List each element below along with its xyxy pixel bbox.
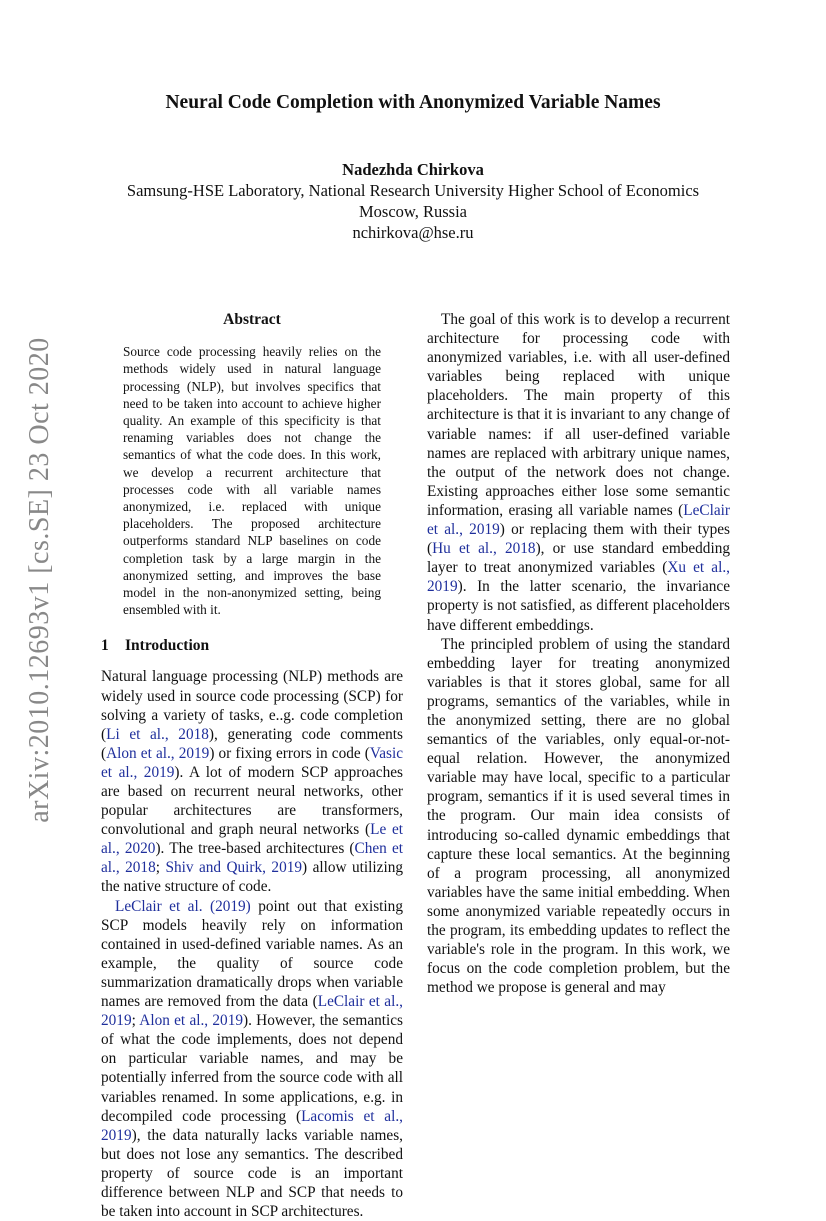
citation-link[interactable]: LeClair et al., 2019 — [101, 993, 403, 1030]
paper-title: Neural Code Completion with Anonymized Variable Names — [165, 92, 661, 113]
citation-link[interactable]: Shiv and Quirk, 2019 — [165, 859, 303, 877]
section-heading-introduction — [101, 636, 403, 655]
arxiv-identifier — [18, 330, 62, 830]
citation-link[interactable]: LeClair et al. (2019) — [115, 897, 251, 915]
intro-paragraph-2: LeClair et al. (2019) point out that existing SCP models heavily rely on information contained in used-defined variable names. As an example, the quality of source code summarization dramatically drops when variable names are removed from the data (LeClair et al., 2019; Alon et al., 2019). However, the semantics of what the code implements, does not depend on particular variable names, and may be potentially inferred from the source code with all variables renamed. In some applications, e.g. in decompiled code processing (Lacomis et al., 2019), the data naturally lacks variable names, but does not lose any semantics. The described property of source code is an important difference between NLP and SCP that needs to be taken into account in SCP architectures. — [101, 897, 404, 1221]
abstract-text: Source code processing heavily relies on the methods widely used in natural language processing (NLP), but involves specifics that need to be taken into account to achieve higher quality. An example of this specificity is that renaming variables does not change the semantics of what the code does. In this work, we develop a recurrent architecture that processes code with all variable names anonymized, i.e. replaced with unique placeholders. The proposed architecture outperforms standard NLP baselines on code completion task by a large margin in the anonymized setting, and improves the base model in the non-anonymized setting, being ensembled with it. — [123, 344, 381, 618]
intro-paragraph-3: The goal of this work is to develop a recurrent architecture for processing code with anonymized variables, i.e. with all user-defined variables being replaced with unique placeholders. The main property of this architecture is that it is invariant to any change of variable names: if all user-defined variable names are replaced with arbitrary unique names, the output of the network does not change. Existing approaches either lose some semantic information, erasing all variable names (LeClair et al., 2019) or replacing them with their types (Hu et al., 2018), or use standard embedding layer to treat anonymized variables (Xu et al., 2019). In the latter scenario, the invariance property is not satisfied, as different placeholders have different embeddings. — [427, 311, 731, 634]
intro-paragraph-4: The principled problem of using the standard embedding layer for treating anonymized variables is that it stores global, same for all programs, semantics of the variables, while in the anonymized setting, there are no global semantics of the variables, only equal-or-not-equal relation. However, the anonymized variable may have local, specific to a particular program, semantics if it is used several times in the program. Our main idea consists of introducing so-called dynamic embeddings that capture these local semantics. At the beginning of a program processing, all anonymized variables have the same initial embedding. When some anonymized variable repeatedly occurs in the program, its embedding updates to reflect the variable's role in the program. In this work, we focus on the code completion problem, but the method we propose is general and may — [427, 635, 730, 997]
left-column — [101, 310, 403, 1221]
author-location: Moscow, Russia — [358, 202, 467, 221]
citation-link[interactable]: Hu et al., 2018 — [432, 540, 536, 558]
citation-link[interactable]: Alon et al., 2019 — [139, 1012, 243, 1030]
citation-link[interactable]: Vasic et al., 2019 — [101, 744, 403, 781]
author-email: nchirkova@hse.ru — [352, 223, 474, 242]
citation-link[interactable]: Xu et al., 2019 — [427, 559, 730, 596]
arxiv-identifier-text: arXiv:2010.12693v1 [cs.SE] 23 Oct 2020 — [24, 337, 56, 823]
section-title: Introduction — [125, 637, 210, 655]
intro-paragraph-1: Natural language processing (NLP) methods are widely used in source code processing (SCP) for solving a variety of tasks, e..g. code completion (Li et al., 2018), generating code comments (Alon et al., 2019) or fixing errors in code (Vasic et al., 2019). A lot of modern SCP approaches are based on recurrent neural networks, other popular architectures are transformers, convolutional and graph neural networks (Le et al., 2020). The tree-based architectures (Chen et al., 2018; Shiv and Quirk, 2019) allow utilizing the native structure of code. — [101, 668, 404, 896]
citation-link[interactable]: Li et al., 2018 — [106, 725, 209, 743]
citation-link[interactable]: Lacomis et al., 2019 — [101, 1107, 403, 1144]
author-affiliation: Samsung-HSE Laboratory, National Research University Higher School of Economics — [126, 181, 700, 200]
abstract-heading: Abstract — [223, 311, 281, 328]
citation-link[interactable]: Alon et al., 2019 — [106, 744, 210, 762]
citation-link[interactable]: LeClair et al., 2019 — [427, 501, 730, 539]
section-number: 1 — [101, 637, 109, 655]
right-column — [427, 310, 730, 997]
author-block — [0, 159, 826, 243]
citation-link[interactable]: Le et al., 2020 — [101, 821, 403, 858]
citation-link[interactable]: Chen et al., 2018 — [101, 840, 404, 877]
author-name: Nadezhda Chirkova — [342, 160, 484, 179]
